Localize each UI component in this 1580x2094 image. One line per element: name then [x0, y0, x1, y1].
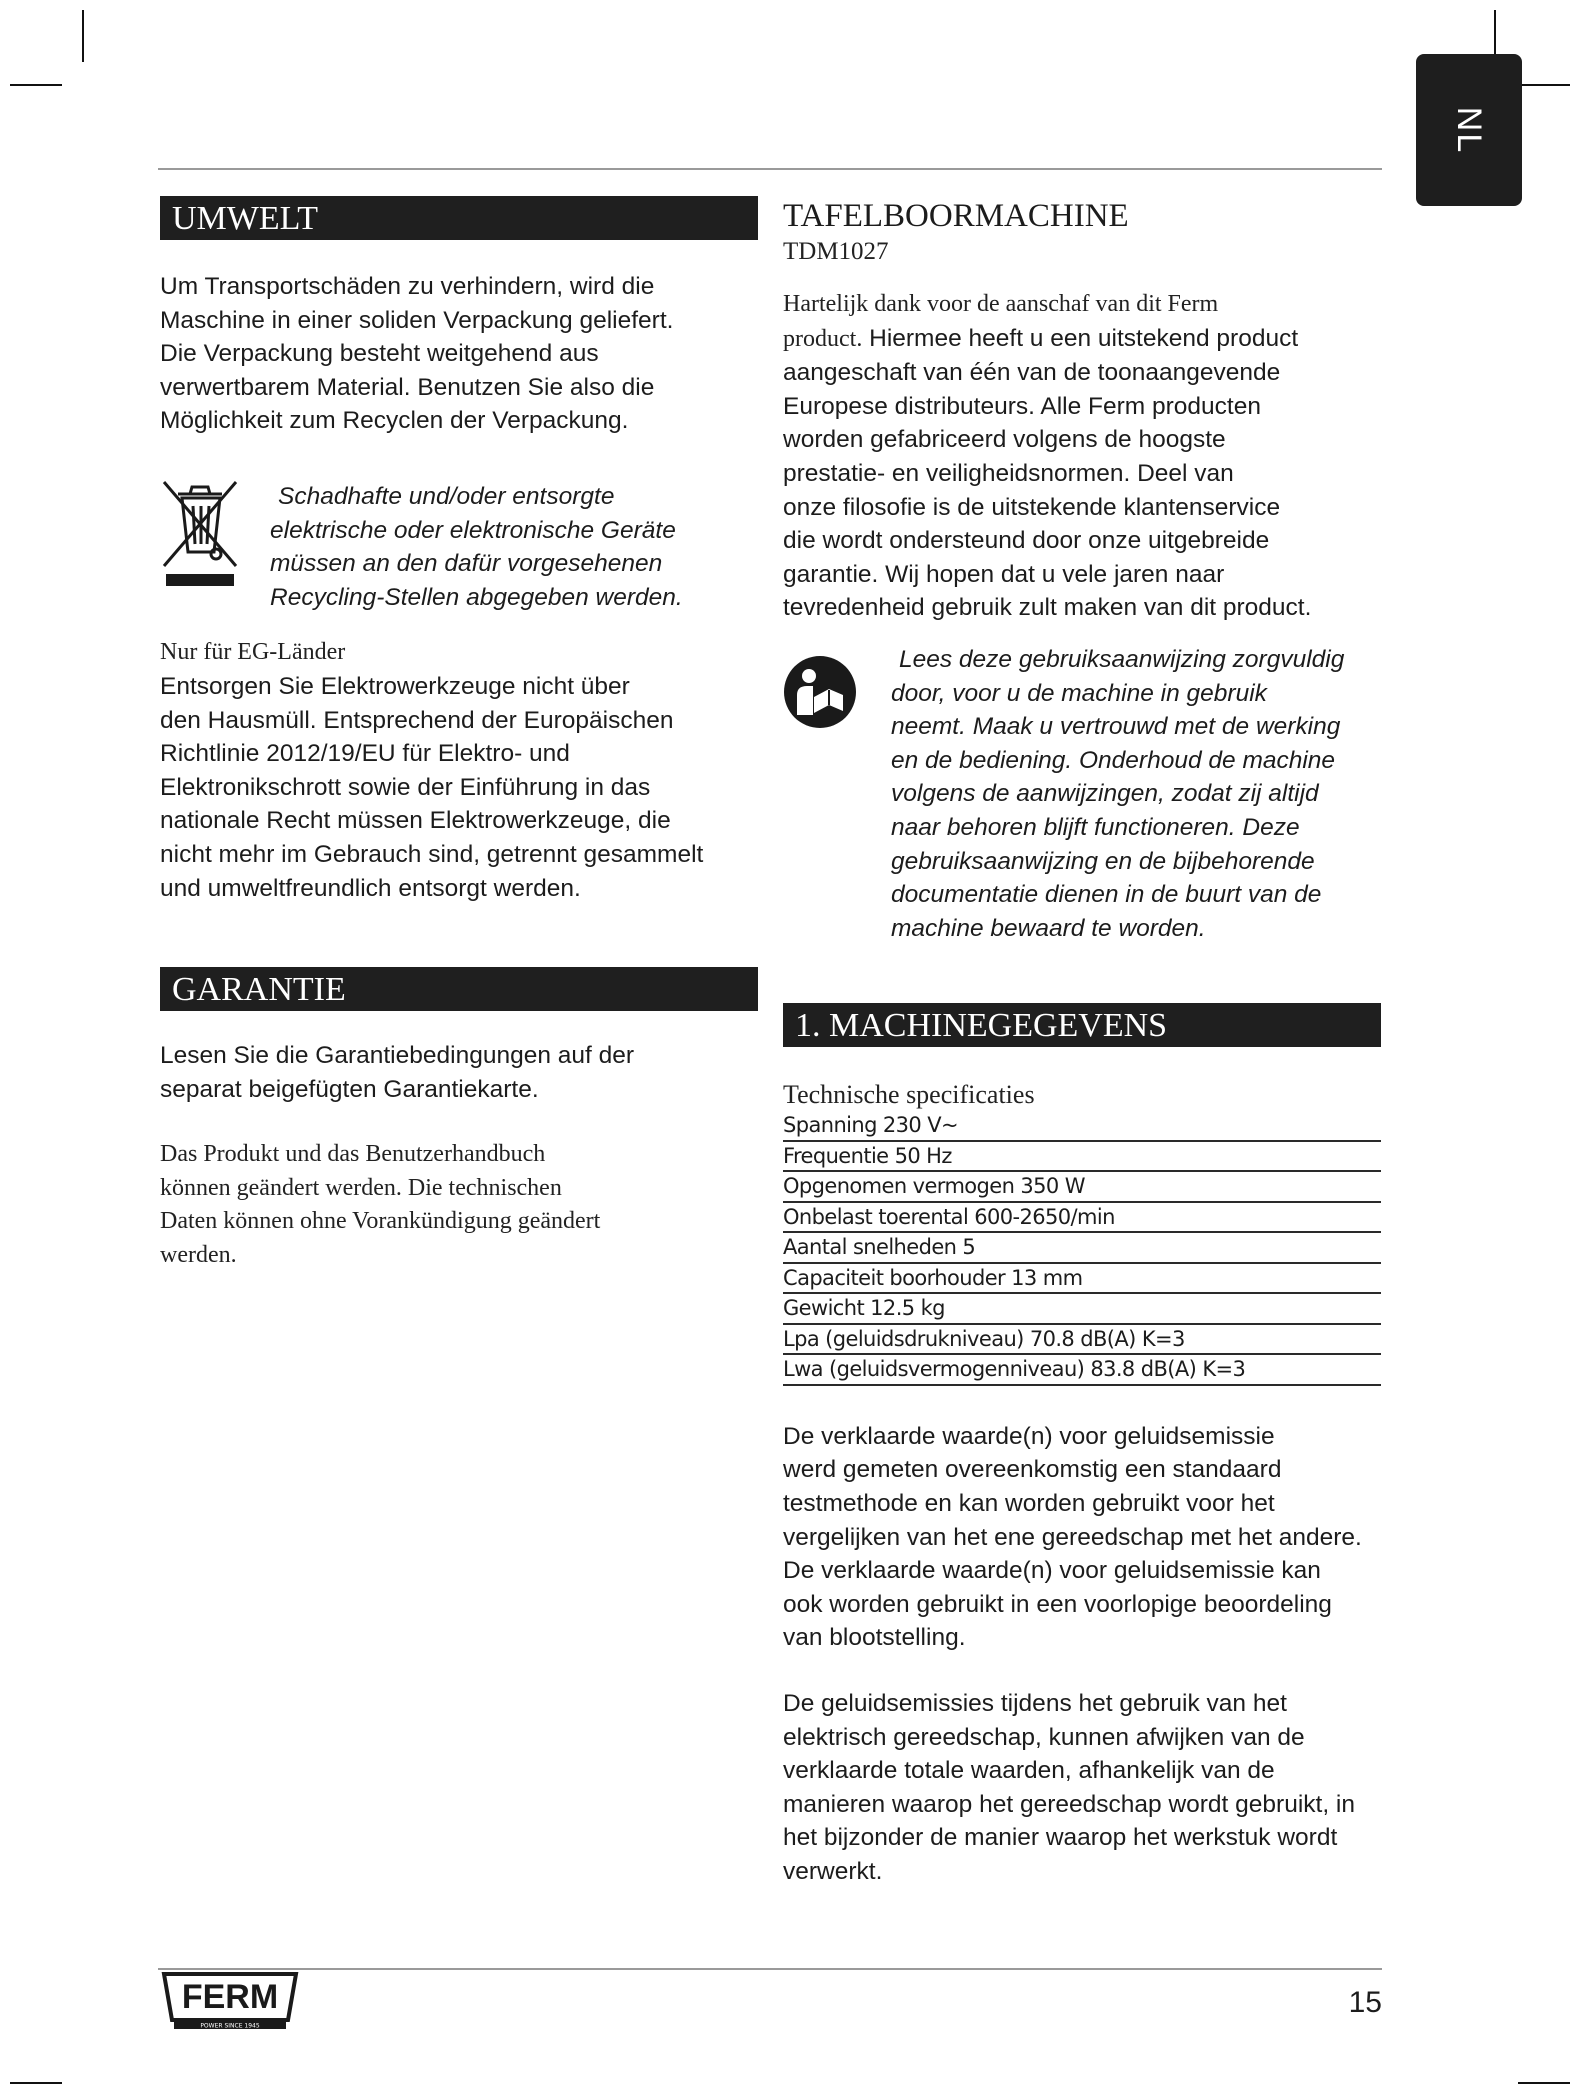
- text-line: Das Produkt und das Benutzerhandbuch: [160, 1141, 546, 1168]
- text-line: verwertbarem Material. Benutzen Sie also die: [160, 373, 655, 401]
- text-line: prestatie- en veiligheidsnormen. Deel van: [783, 459, 1234, 487]
- text-run: product.: [783, 325, 863, 352]
- text-line: gebruiksaanwijzing en de bijbehorende: [891, 847, 1315, 875]
- text-line: verklaarde totale waarden, afhankelijk van de: [783, 1757, 1275, 1785]
- text-line: De verklaarde waarde(n) voor geluidsemissie kan: [783, 1557, 1321, 1585]
- text-line: Die Verpackung besteht weitgehend aus: [160, 340, 599, 368]
- spec-row: Lpa (geluidsdrukniveau) 70.8 dB(A) K=3: [783, 1325, 1381, 1356]
- page-number: 15: [1348, 1986, 1382, 2019]
- text-line: Lees deze gebruiksaanwijzing zorgvuldig: [899, 645, 1345, 673]
- text-line: die wordt ondersteund door onze uitgebreide: [783, 527, 1270, 555]
- text-line: De verklaarde waarde(n) voor geluidsemissie: [783, 1422, 1275, 1450]
- spec-row: Aantal snelheden 5: [783, 1233, 1381, 1264]
- text-line: müssen an den dafür vorgesehenen: [270, 550, 663, 578]
- thanks-body: [783, 356, 1381, 625]
- text-line: testmethode en kan worden gebruikt voor het: [783, 1489, 1275, 1517]
- umwelt-intro: [160, 270, 758, 438]
- text-line: en de bediening. Onderhoud de machine: [891, 746, 1336, 774]
- logo-tagline: POWER SINCE 1945: [200, 2022, 260, 2030]
- manual-notice: [783, 643, 1381, 945]
- crop-mark: [10, 84, 62, 86]
- text-line: garantie. Wij hopen dat u vele jaren naar: [783, 560, 1225, 588]
- product-model: TDM1027: [783, 238, 889, 265]
- text-line: onze filosofie is de uitstekende klantenservice: [783, 493, 1281, 521]
- text-line: neemt. Maak u vertrouwd met de werking: [891, 713, 1341, 741]
- weee-note-text: [270, 480, 683, 614]
- weee-notice: [160, 478, 758, 614]
- spec-table: [783, 1111, 1381, 1386]
- text-line: manieren waarop het gereedschap wordt gebruikt, in: [783, 1790, 1356, 1818]
- text-line: Entsorgen Sie Elektrowerkzeuge nicht über: [160, 672, 630, 700]
- spec-heading: Technische specificaties: [783, 1080, 1035, 1110]
- text-line: De geluidsemissies tijdens het gebruik van het: [783, 1689, 1287, 1717]
- language-tab: [1416, 54, 1522, 206]
- text-line: Schadhafte und/oder entsorgte: [278, 482, 615, 510]
- text-run: Hiermee heeft u een uitstekend product: [862, 324, 1299, 352]
- text-line: Um Transportschäden zu verhindern, wird die: [160, 273, 655, 300]
- crop-mark: [10, 2082, 62, 2084]
- manual-note-text: [891, 643, 1344, 945]
- text-line: naar behoren blijft functioneren. Deze: [891, 813, 1300, 841]
- header-rule: [158, 168, 1382, 170]
- text-line: elektrisch gereedschap, kunnen afwijken van de: [783, 1723, 1305, 1751]
- section-title-umwelt: UMWELT: [160, 196, 758, 240]
- spec-row: Capaciteit boorhouder 13 mm: [783, 1264, 1381, 1295]
- crop-mark: [82, 10, 84, 62]
- text-line: Hartelijk dank voor de aanschaf van dit Ferm: [783, 291, 1219, 317]
- spec-row: Spanning 230 V~: [783, 1111, 1381, 1142]
- text-line: worden gefabriceerd volgens de hoogste: [783, 426, 1226, 454]
- text-line: van blootstelling.: [783, 1624, 966, 1652]
- text-line: Richtlinie 2012/19/EU für Elektro- und: [160, 740, 570, 768]
- text-line: aangeschaft van één van de toonaangevende: [783, 359, 1281, 387]
- eu-text: [160, 670, 758, 905]
- spec-row: Frequentie 50 Hz: [783, 1142, 1381, 1173]
- garantie-disclaimer: [160, 1138, 758, 1272]
- thanks-paragraph: [783, 288, 1381, 625]
- text-line: door, voor u de machine in gebruik: [891, 679, 1267, 707]
- noise-paragraph-1: [783, 1420, 1381, 1655]
- text-line: den Hausmüll. Entsprechend der Europäischen: [160, 706, 674, 734]
- left-column: [160, 196, 758, 1273]
- right-column: [783, 196, 1381, 1889]
- text-line: het bijzonder de manier waarop het werkstuk wordt: [783, 1824, 1338, 1852]
- text-line: nicht mehr im Gebrauch sind, getrennt gesammelt: [160, 840, 704, 868]
- crop-mark: [1518, 84, 1570, 86]
- section-title-machinegegevens: 1. MACHINEGEGEVENS: [783, 1003, 1381, 1047]
- text-line: Lesen Sie die Garantiebedingungen auf der: [160, 1042, 635, 1070]
- text-line: documentatie dienen in de buurt van de: [891, 881, 1322, 909]
- text-line: Elektronikschrott sowie der Einführung in das: [160, 773, 651, 801]
- text-line: machine bewaard te worden.: [891, 914, 1206, 942]
- ferm-logo: [160, 1970, 300, 2030]
- text-line: und umweltfreundlich entsorgt werden.: [160, 874, 581, 902]
- product-title: TAFELBOORMACHINE: [783, 198, 1129, 234]
- text-line: Recycling-Stellen abgegeben werden.: [270, 583, 683, 611]
- text-line: nationale Recht müssen Elektrowerkzeuge, die: [160, 807, 671, 835]
- spec-row: Onbelast toerental 600-2650/min: [783, 1203, 1381, 1234]
- text-line: Daten können ohne Vorankündigung geändert: [160, 1208, 601, 1235]
- garantie-text: [160, 1039, 758, 1106]
- text-line: elektrische oder elektronische Geräte: [270, 516, 676, 544]
- spec-row: Opgenomen vermogen 350 W: [783, 1172, 1381, 1203]
- text-line: tevredenheid gebruik zult maken van dit product.: [783, 594, 1312, 622]
- text-line: volgens de aanwijzingen, zodat zij altijd: [891, 780, 1319, 808]
- text-line: vergelijken van het ene gereedschap met het andere.: [783, 1523, 1362, 1551]
- eu-heading: Nur für EG-Länder: [160, 639, 346, 666]
- section-title-garantie: GARANTIE: [160, 967, 758, 1011]
- text-line: verwerkt.: [783, 1857, 883, 1885]
- weee-bin-icon: [160, 478, 270, 614]
- language-tab-label: NL: [1450, 106, 1489, 154]
- spec-row: Gewicht 12.5 kg: [783, 1294, 1381, 1325]
- text-line: ook worden gebruikt in een voorlopige beoordeling: [783, 1590, 1332, 1618]
- noise-paragraph-2: [783, 1687, 1381, 1889]
- text-line: können geändert werden. Die technischen: [160, 1174, 562, 1201]
- text-line: werd gemeten overeenkomstig een standaard: [783, 1456, 1282, 1484]
- text-line: Europese distributeurs. Alle Ferm producten: [783, 392, 1261, 420]
- text-line: [783, 322, 1381, 357]
- text-line: Maschine in einer soliden Verpackung geliefert.: [160, 306, 674, 334]
- logo-wordmark: FERM: [181, 1978, 279, 2016]
- read-manual-icon: [783, 643, 893, 945]
- text-line: Möglichkeit zum Recyclen der Verpackung.: [160, 407, 629, 435]
- crop-mark: [1518, 2082, 1570, 2084]
- text-line: werden.: [160, 1242, 237, 1269]
- text-line: separat beigefügten Garantiekarte.: [160, 1075, 539, 1103]
- spec-row: Lwa (geluidsvermogenniveau) 83.8 dB(A) K=3: [783, 1355, 1381, 1386]
- footer-rule: [158, 1968, 1382, 1970]
